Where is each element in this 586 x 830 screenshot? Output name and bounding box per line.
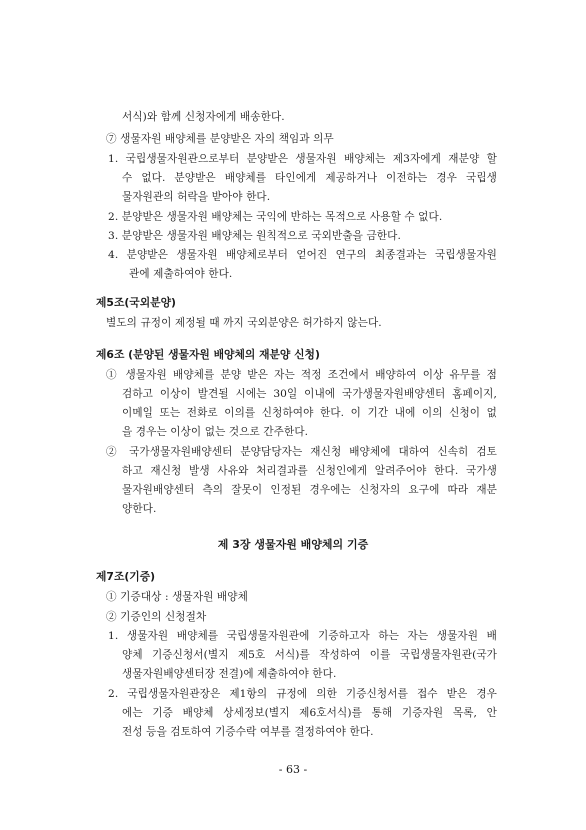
clause7-item-1-cont: 수 없다. 분양받은 배양체를 타인에게 제공하거나 이전하는 경우 국립생 xyxy=(122,172,497,184)
clause7-item-4: 4. 분양받은 생물자원 배양체로부터 얻어진 연구의 최종결과는 국립생물자원 xyxy=(108,249,497,261)
article6-title: 제6조 (분양된 생물자원 배양체의 재분양 신청) xyxy=(96,348,320,361)
article6-p1-line1: ① 생물자원 배양체를 분양 받은 자는 적정 조건에서 배양하여 이상 유무를 점 xyxy=(106,369,497,381)
article6-p1-line3: 이메일 또는 전화로 이의를 신청하여야 한다. 이 기간 내에 이의 신청이 없 xyxy=(122,407,497,419)
continuation-text: 서식)와 함께 신청자에게 배송한다. xyxy=(122,111,285,123)
article7-title: 제7조(기증) xyxy=(96,570,156,583)
clause7-item-1-cont2: 물자원관의 허락을 받아야 한다. xyxy=(122,191,271,203)
article7-item-1: 1. 생물자원 배양체를 국립생물자원관에 기증하고자 하는 자는 생물자원 배 xyxy=(108,630,497,642)
article7-item-1-cont2: 생물자원배양센터장 전결)에 제출하여야 한다. xyxy=(122,668,337,680)
page-number: - 63 - xyxy=(278,763,308,776)
clause7-item-2: 2. 분양받은 생물자원 배양체는 국익에 반하는 목적으로 사용할 수 없다. xyxy=(108,211,443,223)
article6-p2-line3: 물자원배양센터 측의 잘못이 인정된 경우에는 신청자의 요구에 따라 재분 xyxy=(122,484,497,496)
article6-p1-line2: 검하고 이상이 발견될 시에는 30일 이내에 국가생물자원배양센터 홈페이지, xyxy=(122,388,497,400)
article7-p1: ① 기증대상 : 생물자원 배양체 xyxy=(106,591,248,603)
clause7-item-4-cont: 관에 제출하여야 한다. xyxy=(129,268,233,280)
chapter-title: 제 3장 생물자원 배양체의 기증 xyxy=(217,538,369,551)
clause7-item-3: 3. 분양받은 생물자원 배양체는 원칙적으로 국외반출을 금한다. xyxy=(108,230,401,242)
article7-item-2-cont2: 전성 등을 검토하여 기증수락 여부를 결정하여야 한다. xyxy=(122,726,374,738)
article6-p1-line4: 을 경우는 이상이 없는 것으로 간주한다. xyxy=(122,426,309,438)
article6-p2-line2: 하고 재신청 발생 사유와 처리결과를 신청인에게 알려주어야 한다. 국가생 xyxy=(122,465,497,477)
article7-item-2: 2. 국립생물자원관장은 제1항의 규정에 의한 기증신청서를 접수 받은 경우 xyxy=(108,688,497,700)
article7-item-1-cont: 양체 기증신청서(별지 제5호 서식)를 작성하여 이를 국립생물자원관(국가 xyxy=(122,649,497,661)
article7-p2: ② 기증인의 신청절차 xyxy=(106,611,207,623)
article5-title: 제5조(국외분양) xyxy=(96,296,176,309)
article6-p2-line1: ② 국가생물자원배양센터 분양담당자는 재신청 배양체에 대하여 신속히 검토 xyxy=(106,446,497,458)
article6-p2-line4: 양한다. xyxy=(122,503,157,515)
clause7-item-1: 1. 국립생물자원관으로부터 분양받은 생물자원 배양체는 제3자에게 재분양 할 xyxy=(108,153,497,165)
article5-body: 별도의 규정이 제정될 때 까지 국외분양은 허가하지 않는다. xyxy=(106,317,382,329)
article7-item-2-cont: 에는 기증 배양체 상세정보(별지 제6호서식)를 통해 기증자원 목록, 안 xyxy=(122,707,497,719)
clause7-label: ⑦ 생물자원 배양체를 분양받은 자의 책임과 의무 xyxy=(106,133,334,145)
